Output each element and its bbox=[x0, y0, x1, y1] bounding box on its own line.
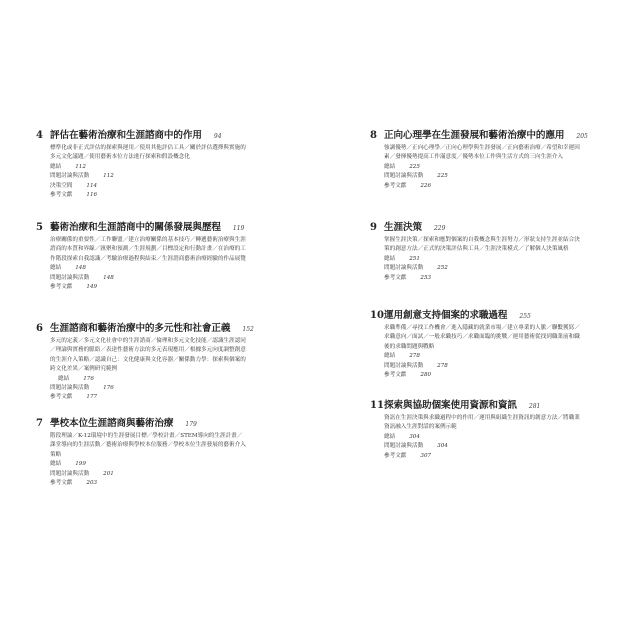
subsection-page-number: 252 bbox=[437, 265, 448, 272]
chapter-number: 5 bbox=[36, 222, 43, 233]
subsection-page-number: 226 bbox=[420, 182, 432, 189]
chapter-contents bbox=[384, 324, 580, 380]
subsection-label: 總結 bbox=[384, 433, 396, 440]
chapter-heading bbox=[36, 127, 246, 141]
subsection-label: 參考文獻 bbox=[384, 182, 407, 189]
section-list: 標準化或非正式評估的探索與運用／使用其他評估工具／關於評估選擇與實施的多元文化議題／使用藝術本位方法進行探索和假設概念化 bbox=[50, 145, 246, 161]
subsection-page-number: 225 bbox=[409, 163, 420, 170]
section-list: 掌握生涯決策／探索和應對個案的自我概念與生涯努力／形狀支持生涯並結合決策的創意方法／正式的決策評估與工具／生涯決策模式／了解個人決策風格 bbox=[384, 237, 580, 253]
chapter-contents bbox=[384, 144, 580, 191]
chapter-page-number: 94 bbox=[213, 133, 222, 140]
chapter-5 bbox=[36, 219, 246, 292]
subsection-page-number: 304 bbox=[437, 443, 448, 450]
subsection-entry bbox=[384, 442, 580, 451]
chapter-page-number: 255 bbox=[519, 313, 531, 320]
subsection-entry bbox=[384, 172, 580, 181]
chapter-title[interactable]: 探索與協助個案使用資源和資訊 bbox=[384, 400, 517, 411]
subsection-page-number: 177 bbox=[86, 394, 98, 401]
chapter-title[interactable]: 生涯諮商和藝術治療中的多元性和社會正義 bbox=[50, 323, 231, 334]
section-list: 求職準備／尋找工作機會／進入隱藏的就業市場／建立專業的人脈／聯繫獲寫／求職意向／面試／一般求職技巧／求職面臨的挑戰／運用藝術從找到職業前和職後的求職問題與戰略 bbox=[384, 325, 580, 350]
chapter-heading bbox=[36, 320, 254, 334]
chapter-contents bbox=[50, 337, 246, 403]
chapter-number: 10 bbox=[370, 310, 384, 321]
chapter-number: 6 bbox=[36, 323, 43, 334]
section-list: 強調優勢／正向心理學／正向心理學與生涯發展／正向藝術治療／希望和幸運因素／發揮優勢提高工作滿意度／優勢本位工作與生活方式的三向生涯介入 bbox=[384, 145, 580, 161]
subsection-page-number: 149 bbox=[86, 284, 98, 291]
subsection-entry bbox=[384, 452, 580, 461]
subsection-entry bbox=[50, 191, 246, 200]
subsection-entry bbox=[384, 433, 580, 442]
subsection-page-number: 148 bbox=[75, 265, 86, 272]
chapter-page-number: 229 bbox=[433, 225, 446, 232]
subsection-page-number: 116 bbox=[86, 192, 98, 199]
chapter-heading bbox=[36, 219, 246, 233]
chapter-page-number: 205 bbox=[576, 133, 588, 140]
subsection-entry bbox=[50, 264, 246, 273]
chapter-11 bbox=[370, 397, 580, 461]
subsection-page-number: 112 bbox=[75, 163, 86, 170]
chapter-10 bbox=[370, 307, 580, 380]
subsection-page-number: 176 bbox=[83, 375, 94, 382]
subsection-entry bbox=[384, 362, 580, 371]
subsection-entry bbox=[384, 352, 580, 361]
subsection-label: 參考文獻 bbox=[384, 274, 407, 281]
subsection-entry bbox=[50, 172, 246, 181]
chapter-heading bbox=[370, 219, 580, 233]
subsection-entry bbox=[50, 384, 246, 393]
subsection-label: 問題討論與活動 bbox=[384, 443, 424, 450]
subsection-page-number: 225 bbox=[437, 173, 448, 180]
chapter-title[interactable]: 藝術治療和生涯諮商中的關係發展與歷程 bbox=[50, 222, 221, 233]
chapter-number: 11 bbox=[370, 400, 384, 411]
subsection-entry bbox=[50, 182, 246, 191]
subsection-entry bbox=[384, 182, 580, 191]
section-list: 階段理論／K-12環境中的生涯發展目標／學校計畫／STEM導向的生涯計畫／課堂導向的生涯活動／藝術治療與學校本位服務／學校本位生涯發展的藝術介入策略 bbox=[50, 433, 246, 458]
chapter-4 bbox=[36, 127, 246, 200]
chapter-title[interactable]: 生涯決策 bbox=[384, 222, 422, 233]
chapter-page-number: 152 bbox=[242, 326, 254, 333]
subsection-page-number: 304 bbox=[409, 433, 420, 440]
chapter-page-number: 281 bbox=[528, 403, 541, 410]
subsection-page-number: 307 bbox=[420, 452, 432, 459]
subsection-page-number: 201 bbox=[103, 470, 114, 477]
subsection-page-number: 280 bbox=[420, 372, 432, 379]
chapter-page-number: 119 bbox=[232, 225, 245, 232]
chapter-contents bbox=[50, 236, 246, 292]
subsection-page-number: 251 bbox=[409, 255, 420, 262]
subsection-label: 參考文獻 bbox=[50, 394, 73, 401]
chapter-heading bbox=[370, 127, 588, 141]
subsection-label: 問題討論與活動 bbox=[384, 265, 424, 272]
subsection-entry bbox=[50, 375, 246, 384]
chapter-contents bbox=[384, 414, 580, 461]
subsection-page-number: 278 bbox=[437, 362, 448, 369]
chapter-number: 8 bbox=[370, 130, 377, 141]
subsection-entry bbox=[50, 460, 246, 469]
chapter-contents bbox=[50, 144, 246, 200]
subsection-label: 問題討論與活動 bbox=[384, 362, 424, 369]
chapter-title[interactable]: 評估在藝術治療和生涯諮商中的作用 bbox=[50, 130, 202, 141]
subsection-entry bbox=[50, 163, 246, 172]
subsection-label: 參考文獻 bbox=[50, 480, 73, 487]
subsection-entry bbox=[50, 283, 246, 292]
subsection-page-number: 148 bbox=[103, 274, 114, 281]
subsection-entry bbox=[50, 393, 246, 402]
subsection-page-number: 176 bbox=[103, 385, 114, 392]
subsection-entry bbox=[384, 163, 580, 172]
subsection-entry bbox=[50, 274, 246, 283]
subsection-label: 總結 bbox=[58, 375, 70, 382]
chapter-9 bbox=[370, 219, 580, 283]
chapter-8 bbox=[370, 127, 588, 191]
subsection-page-number: 278 bbox=[409, 353, 420, 360]
chapter-number: 4 bbox=[36, 130, 43, 141]
subsection-label: 總結 bbox=[384, 163, 396, 170]
chapter-6 bbox=[36, 320, 254, 403]
subsection-page-number: 112 bbox=[103, 173, 114, 180]
subsection-entry bbox=[384, 274, 580, 283]
subsection-label: 問題討論與活動 bbox=[50, 173, 90, 180]
chapter-page-number: 179 bbox=[185, 421, 197, 428]
chapter-contents bbox=[50, 432, 246, 488]
section-list: 多元的定義／多元文化社會中的生涯諮商／倫理和多元文化技能／認識生涯認同／理論與實務的脈絡／表達性藝術方法的多元表現應用／根據多元向度調整創意的生涯介入策略／認識自己：文化健康與文化容器／關係動力學：探索與個案的跨文化差異／案例研究範例 bbox=[50, 338, 246, 373]
subsection-entry bbox=[384, 371, 580, 380]
subsection-entry bbox=[384, 264, 580, 273]
subsection-label: 問題討論與活動 bbox=[50, 470, 90, 477]
subsection-label: 總結 bbox=[384, 255, 396, 262]
subsection-label: 總結 bbox=[50, 461, 62, 468]
chapter-contents bbox=[384, 236, 580, 283]
subsection-page-number: 199 bbox=[75, 461, 86, 468]
subsection-label: 參考文獻 bbox=[384, 372, 407, 379]
chapter-number: 7 bbox=[36, 418, 43, 429]
subsection-label: 問題討論與活動 bbox=[384, 173, 424, 180]
chapter-title[interactable]: 學校本位生涯諮商與藝術治療 bbox=[50, 418, 174, 429]
subsection-entry bbox=[50, 479, 246, 488]
chapter-heading bbox=[370, 307, 580, 321]
subsection-label: 參考文獻 bbox=[384, 452, 407, 459]
subsection-entry bbox=[50, 470, 246, 479]
section-list: 治療關係的重要性／工作聯盟／建立治療關係的基本技巧／轉遞藝術治療與生涯諮商的本質和界線／匯聚和預測／生涯規劃／目標設定和行動計畫／在治療的工作階段探索自我認識／考驗治療過程與結束／生涯諮商藝術治療經驗的作品展覽 bbox=[50, 237, 246, 262]
subsection-label: 總結 bbox=[50, 163, 62, 170]
subsection-entry bbox=[384, 255, 580, 264]
subsection-label: 參考文獻 bbox=[50, 192, 73, 199]
chapter-number: 9 bbox=[370, 222, 377, 233]
subsection-label: 問題討論與活動 bbox=[50, 385, 90, 392]
subsection-label: 參考文獻 bbox=[50, 284, 73, 291]
subsection-label: 總結 bbox=[50, 265, 62, 272]
chapter-7 bbox=[36, 415, 246, 488]
chapter-title[interactable]: 正向心理學在生涯發展和藝術治療中的應用 bbox=[384, 130, 565, 141]
subsection-page-number: 114 bbox=[86, 182, 98, 189]
chapter-heading bbox=[370, 397, 580, 411]
subsection-label: 總結 bbox=[384, 353, 396, 360]
chapter-heading bbox=[36, 415, 246, 429]
subsection-label: 決策空間 bbox=[50, 182, 73, 189]
chapter-title[interactable]: 運用創意支持個案的求職過程 bbox=[384, 310, 508, 321]
subsection-page-number: 203 bbox=[86, 480, 98, 487]
subsection-label: 問題討論與活動 bbox=[50, 274, 90, 281]
subsection-page-number: 253 bbox=[420, 274, 432, 281]
section-list: 資訊在生涯決策與求職過程中的作用／運用與組織生涯資訊的創意方法／將職業資訊融入生涯對話的案例示範 bbox=[384, 415, 580, 431]
